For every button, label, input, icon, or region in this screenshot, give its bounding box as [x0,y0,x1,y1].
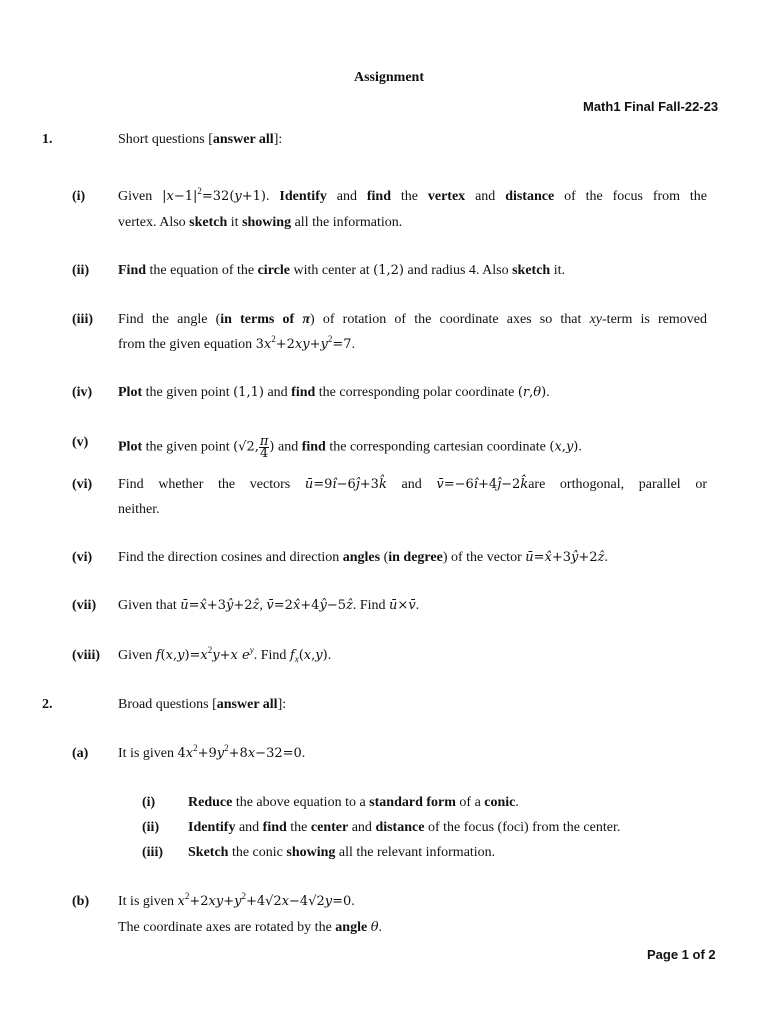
part-a-text: It is given $4x^2+9y^2+8x-32=0$. [118,743,306,761]
part-label: (b) [72,894,90,909]
page-footer: Page 1 of 2 [647,947,716,962]
part-label: (a) [72,746,89,761]
part-i-line-2: vertex. Also sketch it showing all the information. [118,215,403,230]
part-label: (viii) [72,648,100,663]
part-viii-text: Given $f(x,y)=x^2y+x$ $e^y$. Find $f_x(x,y)$. [118,645,332,664]
part-iv-text: Plot the given point (1,1) and find the corresponding polar coordinate (r,θ). [118,385,550,400]
part-vii-text: Given that ū=x̂+3ŷ+2ẑ, v̄=2x̂+4ŷ−5ẑ. Find ū×v̄. [118,598,420,613]
part-b-line-1: It is given $x^2+2xy+y^2+4√2x-4√2y=0$. [118,891,355,909]
subpart-a-i-text: Reduce the above equation to a standard form of a conic. [188,795,519,810]
course-header: Math1 Final Fall-22-23 [583,99,719,114]
subpart-label: (i) [142,795,156,810]
part-b-line-2: The coordinate axes are rotated by the angle θ. [118,920,383,935]
subpart-label: (iii) [142,845,163,860]
question-1-number: 1. [42,132,53,147]
question-1-intro: Short questions [answer all]: [118,132,283,147]
part-vi-line-1: Find whether the vectors ū=9î−6ĵ+3k̂ and v̄=−6î+4ĵ−2k̂are orthogonal, parallel or [118,477,707,492]
part-ii-text: Find the equation of the circle with center at (1,2) and radius 4. Also sketch it. [118,263,566,278]
part-vi-b-text: Find the direction cosines and direction angles (in degree) of the vector ū=x̂+3ŷ+2ẑ. [118,550,608,565]
question-2-number: 2. [42,697,53,712]
subpart-a-iii-text: Sketch the conic showing all the relevant information. [188,845,496,860]
part-iii-line-1: Find the angle (in terms of π) of rotation of the coordinate axes so that xy-term is removed [118,312,707,327]
part-label: (vii) [72,598,97,613]
subpart-a-ii-text: Identify and find the center and distance of the focus (foci) from the center. [188,820,621,835]
page-title: Assignment [353,70,424,85]
part-label: (i) [72,189,86,204]
part-label: (vi) [72,477,93,492]
part-vi-line-2: neither. [118,502,160,517]
question-2-intro: Broad questions [answer all]: [118,697,287,712]
part-label: (vi) [72,550,93,565]
part-label: (v) [72,435,89,450]
part-v-text: Plot the given point (√2, $\frac{\pi}{4}$ ) and find the corresponding cartesian coordinate (x,y). [118,434,582,461]
part-label: (iv) [72,385,93,400]
part-label: (ii) [72,263,90,278]
part-label: (iii) [72,312,93,327]
part-i-line-1: Given $|x-1|^2=32(y+1)$. Identify and find the vertex and distance of the focus from the [118,186,708,204]
part-iii-line-2: from the given equation $3x^2+2xy+y^2=7$. [118,334,356,352]
subpart-label: (ii) [142,820,160,835]
